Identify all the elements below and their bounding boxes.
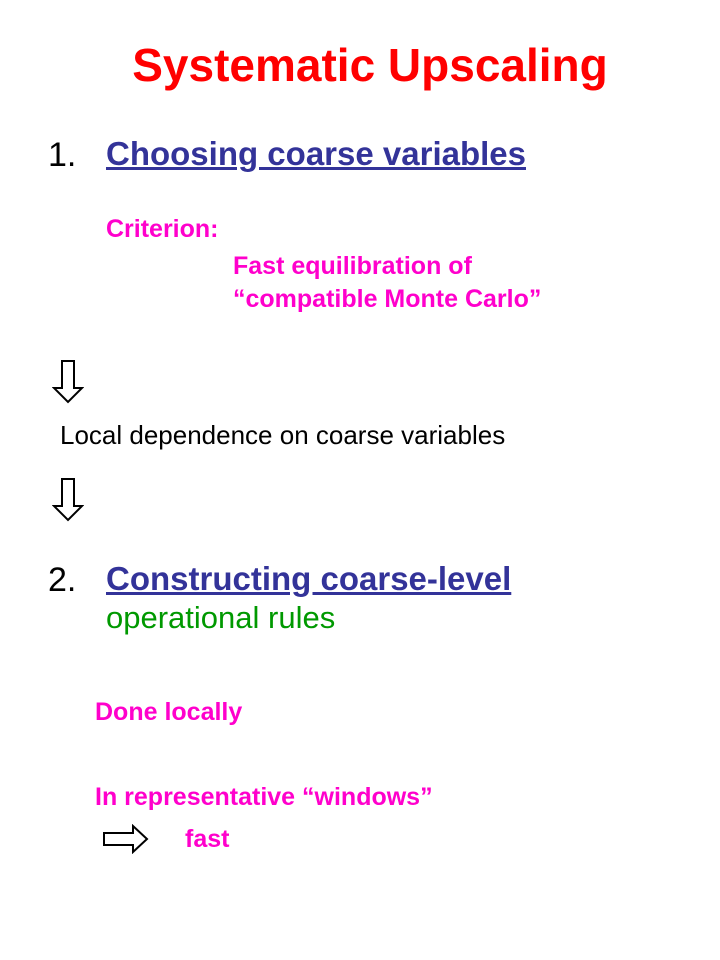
criterion-line1: Fast equilibration of (233, 252, 472, 280)
section2-heading: Constructing coarse-level (106, 560, 512, 597)
right-arrow-icon (103, 824, 149, 854)
criterion-label: Criterion: (106, 215, 219, 243)
down-arrow-icon (52, 478, 84, 522)
result-fast: fast (185, 825, 230, 853)
middle-text: Local dependence on coarse variables (60, 420, 506, 450)
section2-number: 2. (48, 561, 77, 599)
section1-heading: Choosing coarse variables (106, 135, 526, 172)
note-done-locally: Done locally (95, 698, 243, 726)
down-arrow-icon (52, 360, 84, 404)
criterion-line2: “compatible Monte Carlo” (233, 285, 542, 313)
section2-subheading: operational rules (106, 600, 336, 635)
note-windows: In representative “windows” (95, 783, 433, 811)
section1-number: 1. (48, 136, 77, 174)
page-title: Systematic Upscaling (132, 39, 608, 91)
